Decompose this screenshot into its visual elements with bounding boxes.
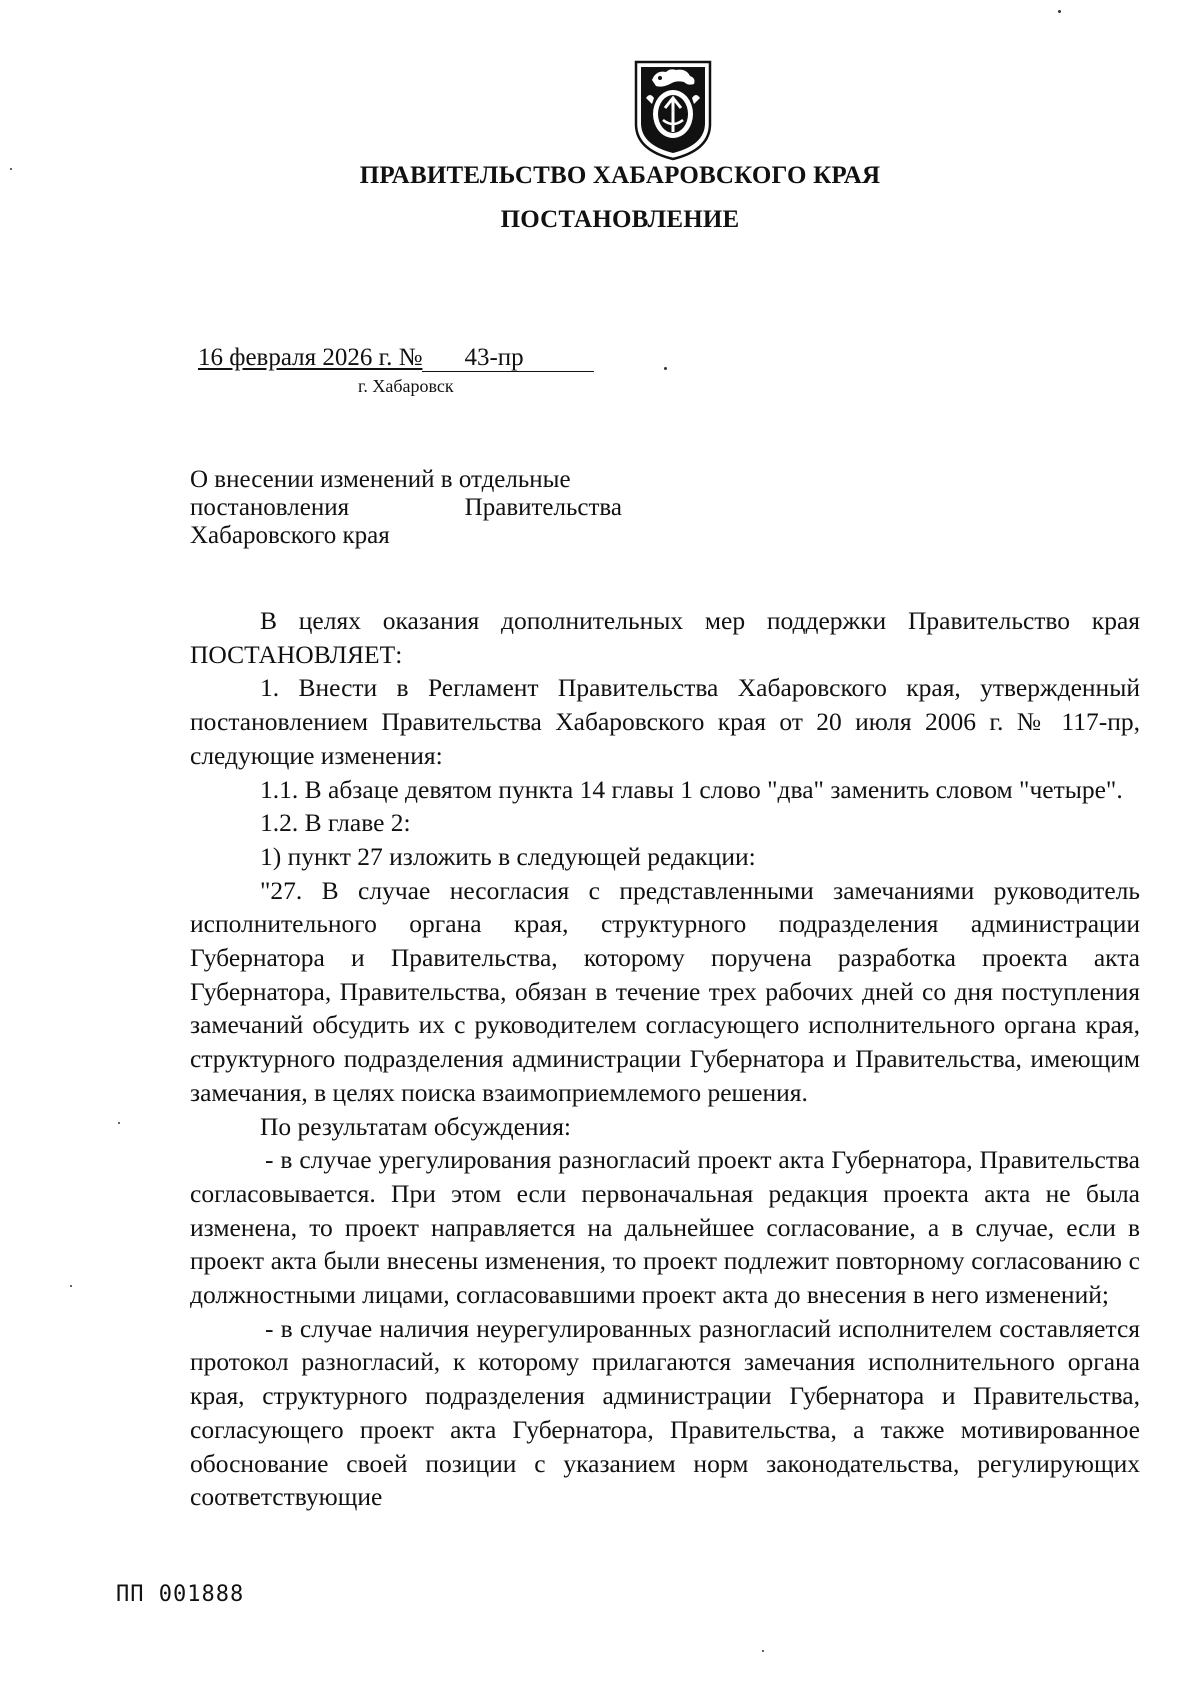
form-serial-number: ПП 001888 [116, 1582, 245, 1607]
scan-speck [1058, 10, 1061, 13]
paragraph-1: 1. Внести в Регламент Правительства Хабаровского края, утвержденный постановлением Правительства Хабаровского края от 20 июля 2006 г. № 117-пр, следующие изменения: [190, 673, 1140, 770]
subject-line-2 [190, 494, 622, 522]
bullet-2: - в случае наличия неурегулированных разногласий исполнителем составляется протокол разногласий, к которому прилагаются замечания исполнительного органа края, структурного подразделения администрации Губернатора и Правительства, согласующего проект акта Губернатора, Правительства, а также мотивированное обоснование своей позиции с указанием норм законодательства, регулирующих соответствующие [190, 1313, 1140, 1512]
document-body [190, 604, 1140, 1514]
document-city: г. Хабаровск [358, 376, 454, 396]
scan-speck [118, 1122, 120, 1124]
bullet-1: - в случае урегулирования разногласий проект акта Губернатора, Правительства согласовывается. При этом если первоначальная редакция проекта акта не была изменена, то проект направляется на дальнейшее согласование, а в случае, если в проект акта были внесены изменения, то проект подлежит повторному согласованию с должностными лицами, согласовавшими проект акта до внесения в него изменений; [190, 1145, 1140, 1310]
intro-paragraph: В целях оказания дополнительных мер поддержки Правительство края ПОСТАНОВЛЯЕТ: [190, 606, 1140, 669]
subject-line-3: Хабаровского края [190, 522, 390, 549]
scan-speck [664, 367, 667, 370]
subject-line-1: О внесении изменений в отдельные [190, 466, 571, 493]
paragraph-1-2: 1.2. В главе 2: [260, 808, 411, 838]
date-number-line [198, 344, 594, 372]
government-title: ПРАВИТЕЛЬСТВО ХАБАРОВСКОГО КРАЯ [359, 162, 881, 189]
paragraph-1-1: 1.1. В абзаце девятом пункта 14 главы 1 слово "два" заменить словом "четыре". [260, 774, 1123, 804]
scan-speck [70, 1285, 72, 1287]
subject-line-2-left: постановления [190, 494, 350, 521]
document-number: 43-пр [464, 344, 524, 371]
subject-line-2-right: Правительства [464, 494, 622, 521]
document-subject [190, 466, 622, 550]
paragraph-1-2-item-1: 1) пункт 27 изложить в следующей редакции: [260, 841, 756, 871]
document-date: 16 февраля 2026 г. № [198, 344, 423, 371]
scan-speck [10, 168, 12, 170]
document-type-title: ПОСТАНОВЛЕНИЕ [500, 206, 740, 233]
results-paragraph: По результатам обсуждения: [260, 1111, 572, 1141]
paragraph-27: "27. В случае несогласия с представленными замечаниями руководитель исполнительного органа края, структурного подразделения администрации Губернатора и Правительства, которому поручена разработка проекта акта Губернатора, Правительства, обязан в течение трех рабочих дней со дня поступления замечаний обсудить их с руководителем согласующего исполнительного органа края, структурного подразделения администрации Губернатора и Правительства, имеющим замечания, в целях поиска взаимоприемлемого решения. [190, 875, 1140, 1107]
coat-of-arms-icon [630, 58, 716, 162]
scan-speck [762, 1650, 764, 1652]
